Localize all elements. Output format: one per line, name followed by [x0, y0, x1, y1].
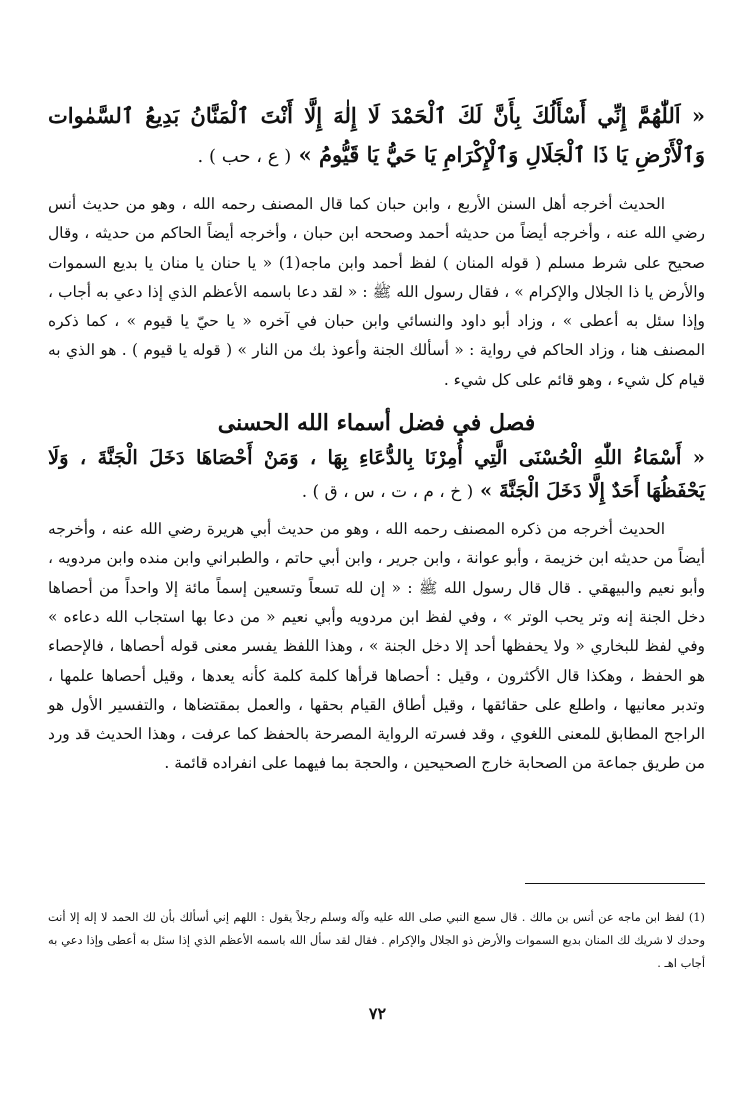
commentary-paragraph-1: الحديث أخرجه أهل السنن الأربع ، وابن حبان كما قال المصنف رحمه الله ، وهو من حديث أنس رضي الله عنه ، وأخرجه أيضاً من حديثه أحمد وصححه ابن حبان ، وأخرجه أيضاً الحاكم من حديثه ، وقال صحيح على شرط مسلم ( قوله المنان ) لفظ أحمد وابن ماجه(1) « يا حنان يا منان يا بديع السموات والأرض يا ذا الجلال والإكرام » ، فقال رسول الله ﷺ : « لقد دعا باسمه الأعظم الذي إذا دعي به أجاب ، وإذا سئل به أعطى » ، وزاد أبو داود والنسائي وابن حبان في آخره « يا حيّ يا قيوم » ، كما ذكره المصنف هنا ، وزاد الحاكم في رواية : « أسألك الجنة وأعوذ بك من النار » ( قوله يا قيوم ) . هو الذي به قيام كل شيء ، وهو قائم على كل شيء . — [48, 195, 705, 389]
footnote-separator — [525, 883, 705, 884]
supplication-reference: ( ع ، حب ) . — [197, 146, 292, 167]
supplication-text: « اَللّٰهُمَّ إِنِّي أَسْأَلُكَ بِأَنَّ لَكَ ٱلْحَمْدَ لَا إِلٰهَ إِلَّا أَنْتَ ٱلْمَنَّانُ بَدِيعُ ٱلسَّمٰوات وَٱلْأَرْضِ يَا ذَا ٱلْجَلَالِ وَٱلْإِكْرَامِ يَا حَيُّ يَا قَيُّومُ » — [48, 103, 705, 167]
section-heading: فصل في فضل أسماء الله الحسنى — [217, 410, 536, 437]
footnote: (1) لفظ ابن ماجه عن أنس بن مالك . قال سمع النبي صلى الله عليه وآله وسلم رجلاً يقول : اللهم إني أسألك بأن لك الحمد لا إله إلا أنت وحدك لا شريك لك المنان بديع السموات والأرض ذو الجلال والإكرام . فقال لقد سأل الله باسمه الأعظم الذي إذا سئل به أعطى وإذا دعي به أجاب اهـ . — [48, 910, 705, 970]
hadith-quote — [48, 441, 705, 509]
commentary-paragraph-2: الحديث أخرجه من ذكره المصنف رحمه الله ، وهو من حديث أبي هريرة رضي الله عنه ، وأخرجه أيضاً من حديثه ابن خزيمة ، وأبو عوانة ، وابن جرير ، وابن أبي حاتم ، والطبراني وابن منده وابن مردويه ، وأبو نعيم والبيهقي . قال قال رسول الله ﷺ : « إن لله تسعاً وتسعين إسماً مائة إلا واحداً من أحصاها دخل الجنة إنه وتر يحب الوتر » ، وفي لفظ ابن مردويه وأبي نعيم « من دعا بها استجاب الله دعاءه » وفي لفظ للبخاري « ولا يحفظها أحد إلا دخل الجنة » ، وهذا اللفظ يفسر معنى قوله أحصاها ، فالإحصاء هو الحفظ ، وهكذا قال الأكثرون ، وقيل : أحصاها قرأها كلمة كلمة كأنه يعدها ، وقيل أحصاها علمها ، وتدبر معانيها ، واطلع على حقائقها ، وقيل أطاق القيام بحقها ، والعمل بمقتضاها ، والتفسير الأول هو الراجح المطابق للمعنى اللغوي ، وقد فسرته الرواية المصرحة بالحفظ كما عرفت ، وهذا الحديث قد ورد من طريق جماعة من الصحابة خارج الصحيحين ، والحجة بما فيهما على انفراده قائمة . — [48, 520, 705, 773]
supplication-quote — [48, 96, 705, 176]
page-number: ٧٢ — [368, 1004, 387, 1023]
hadith-text: « أَسْمَاءُ اللّٰهِ الْحُسْنَى الَّتِي أُمِرْنَا بِالدُّعَاءِ بِهَا ، وَمَنْ أَحْصَاهَا دَخَلَ الْجَنَّةَ ، وَلَا يَحْفَظُهَا أَحَدٌ إِلَّا دَخَلَ الْجَنَّةَ » — [48, 446, 705, 503]
hadith-reference: ( خ ، م ، ت ، س ، ق ) . — [301, 482, 474, 503]
